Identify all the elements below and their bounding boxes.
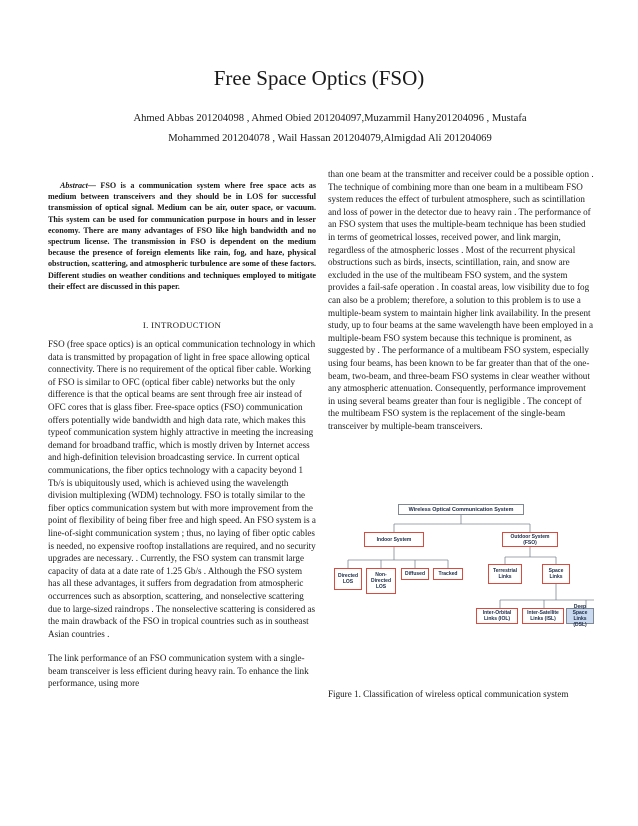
- node-space-links: Space Links: [542, 564, 570, 584]
- paper-title: Free Space Optics (FSO): [213, 66, 425, 90]
- author-list: [70, 109, 590, 149]
- node-indoor-system: Indoor System: [364, 532, 424, 547]
- classification-figure: [328, 502, 594, 672]
- node-deep-space-links: Deep Space Links (DSL): [566, 608, 594, 624]
- abstract: [48, 180, 316, 292]
- intro-paragraph-1: FSO (free space optics) is an optical communication technology in which data is transmitted by propagation of light in free space allowing optical connectivity. There is no requirement of the optical fiber cable. Working of FSO is similar to OFC (optical fiber cable) networks but the only difference is that the optical beams are sent through free air instead of OFC cores that is glass fiber. Free-space optics (FSO) communication offers potentially wide bandwidth and high data rate, which makes this typeof communication system highly attractive in meeting the increasing demand for broadband traffic, which is mostly driven by Internet access and high-definition television broadcasting service. In current optical communications, the fiber optics technology with a capacity beyond 1 Tb/s is ubiquitously used, which is achieved using the wavelength division multiplexing (WDM) technology. FSO is totally similar to the fiber optics communication system but with more improvement from the point of flexibility of being fiber free and high speed. An FSO system is a line-of-sight communication system ; thus, no laying of fiber optic cables is needed, no expensive rooftop installations are required, and no security upgrades are necessary. . Currently, the FSO system can transmit large capacity of data at a date rate of 1.25 Gb/s . Although the FSO system has all these advantages, it suffers from degradation from atmospheric occurrences such as absorption, scattering, and nonselective scattering due to large-sized raindrops . The nonselective scattering is considered as the main drawback of the FSO in tropical countries such as in southeast Asian countries .: [48, 339, 316, 639]
- abstract-lead: Abstract—: [60, 181, 96, 190]
- right-column: [328, 168, 594, 701]
- section-heading: I. INTRODUCTION: [142, 320, 222, 331]
- figure-caption: Figure 1. Classification of wireless optical communication system: [328, 689, 569, 700]
- author-line-1: Ahmed Abbas 201204098 , Ahmed Obied 201204097,Muzammil Hany201204096 , Mustafa: [133, 113, 527, 124]
- node-outdoor-system: Outdoor System (FSO): [502, 532, 558, 547]
- node-root: Wireless Optical Communication System: [398, 504, 524, 515]
- node-terrestrial-links: Terrestrial Links: [488, 564, 522, 584]
- node-non-directed-los: Non- Directed LOS: [366, 568, 396, 594]
- intro-paragraph-2: The link performance of an FSO communication system with a single-beam transceiver is less efficient during heavy rain. To enhance the link performance, using more: [48, 653, 309, 689]
- abstract-body: FSO is a communication system where free space acts as medium between transceivers and they should be in LOS for successful transmission of optical signal. Medium can be air, outer space, or vacuum. This system can be used for communication purpose in hours and in lesser economy. There are many advantages of FSO like high bandwidth and no spectrum license. The transmission in FSO is dependent on the medium because the presence of foreign elements like rain, fog, and haze, physical obstruction, scattering, and atmospheric turbulence are some of these factors. Different studies on weather conditions and techniques employed to mitigate their effect are discussed in this paper.: [48, 181, 316, 291]
- node-diffused: Diffused: [401, 568, 429, 580]
- author-line-2: Mohammed 201204078 , Wail Hassan 201204079,Almigdad Ali 201204069: [168, 133, 492, 144]
- node-tracked: Tracked: [433, 568, 463, 580]
- node-directed-los: Directed LOS: [334, 568, 362, 590]
- node-inter-satellite-links: Inter-Satellite Links (ISL): [522, 608, 564, 624]
- left-column: [48, 180, 316, 690]
- right-paragraph: than one beam at the transmitter and receiver could be a possible option . The technique of combining more than one beam in a multibeam FSO system reduces the effect of turbulent atmosphere, such as scintillation and loss of power in the detector due to heavy rain . The performance of an FSO system that uses the multiple-beam technique has been studied in terms of geometrical losses, received power, and link margin, regardless of the atmospheric losses . Most of the recurrent physical obstructions such as birds, insects, scintillation, rain, and snow are excluded in the use of the multibeam FSO system, and the system provides a fail-safe operation . In coastal areas, low visibility due to fog can also be a problem; therefore, a solution to this problem is to use a multiple-beam system to maintain higher link availability. In the present study, up to four beams at the same wavelength have been employed in a multiple-beam FSO system because this technique is prominent, as suggested by . The performance of a multibeam FSO system, especially using four beams, has been known to be far greater than that of the one-beam, two-beam, and three-beam FSO systems in clear weather without any atmospheric attenuation. Consequently, performance improvement in using several beams greater than four is negligible . The concept of the multibeam FSO system is the replacement of the single-beam transceiver by multiple-beam transceivers.: [328, 169, 594, 431]
- node-inter-orbital-links: Inter-Orbital Links (IOL): [476, 608, 518, 624]
